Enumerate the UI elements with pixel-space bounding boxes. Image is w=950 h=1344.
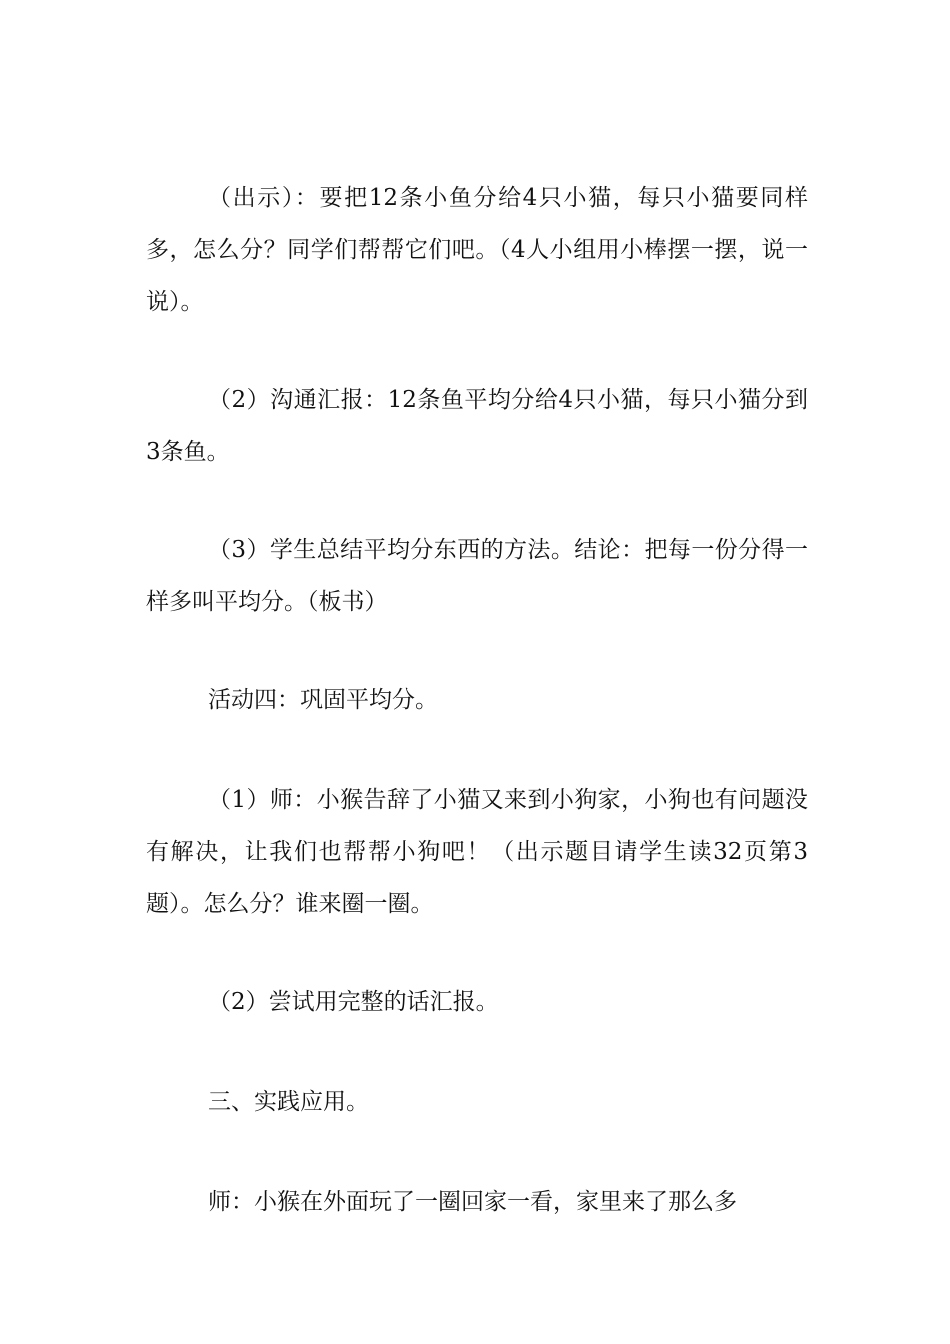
paragraph-activity-four: 活动四：巩固平均分。 <box>208 687 438 713</box>
paragraph-report: （2）沟通汇报：12条鱼平均分给4只小猫，每只小猫分到3条鱼。 <box>146 387 808 465</box>
paragraph-dog-problem: （1）师：小猴告辞了小猫又来到小狗家，小狗也有问题没有解决，让我们也帮帮小狗吧！（出示题目请学生读32页第3题）。怎么分？谁来圈一圈。 <box>146 787 808 917</box>
section-heading-practice: 三、实践应用。 <box>208 1089 369 1115</box>
paragraph-summary: （3）学生总结平均分东西的方法。结论：把每一份分得一样多叫平均分。（板书） <box>146 537 808 615</box>
paragraph-fish-distribution: （出示）：要把12条小鱼分给4只小猫，每只小猫要同样多，怎么分？同学们帮帮它们吧。（4人小组用小棒摆一摆，说一说）。 <box>146 185 808 315</box>
paragraph-try-report: （2）尝试用完整的话汇报。 <box>208 989 499 1015</box>
paragraph-monkey-home: 师：小猴在外面玩了一圈回家一看，家里来了那么多 <box>208 1189 737 1215</box>
